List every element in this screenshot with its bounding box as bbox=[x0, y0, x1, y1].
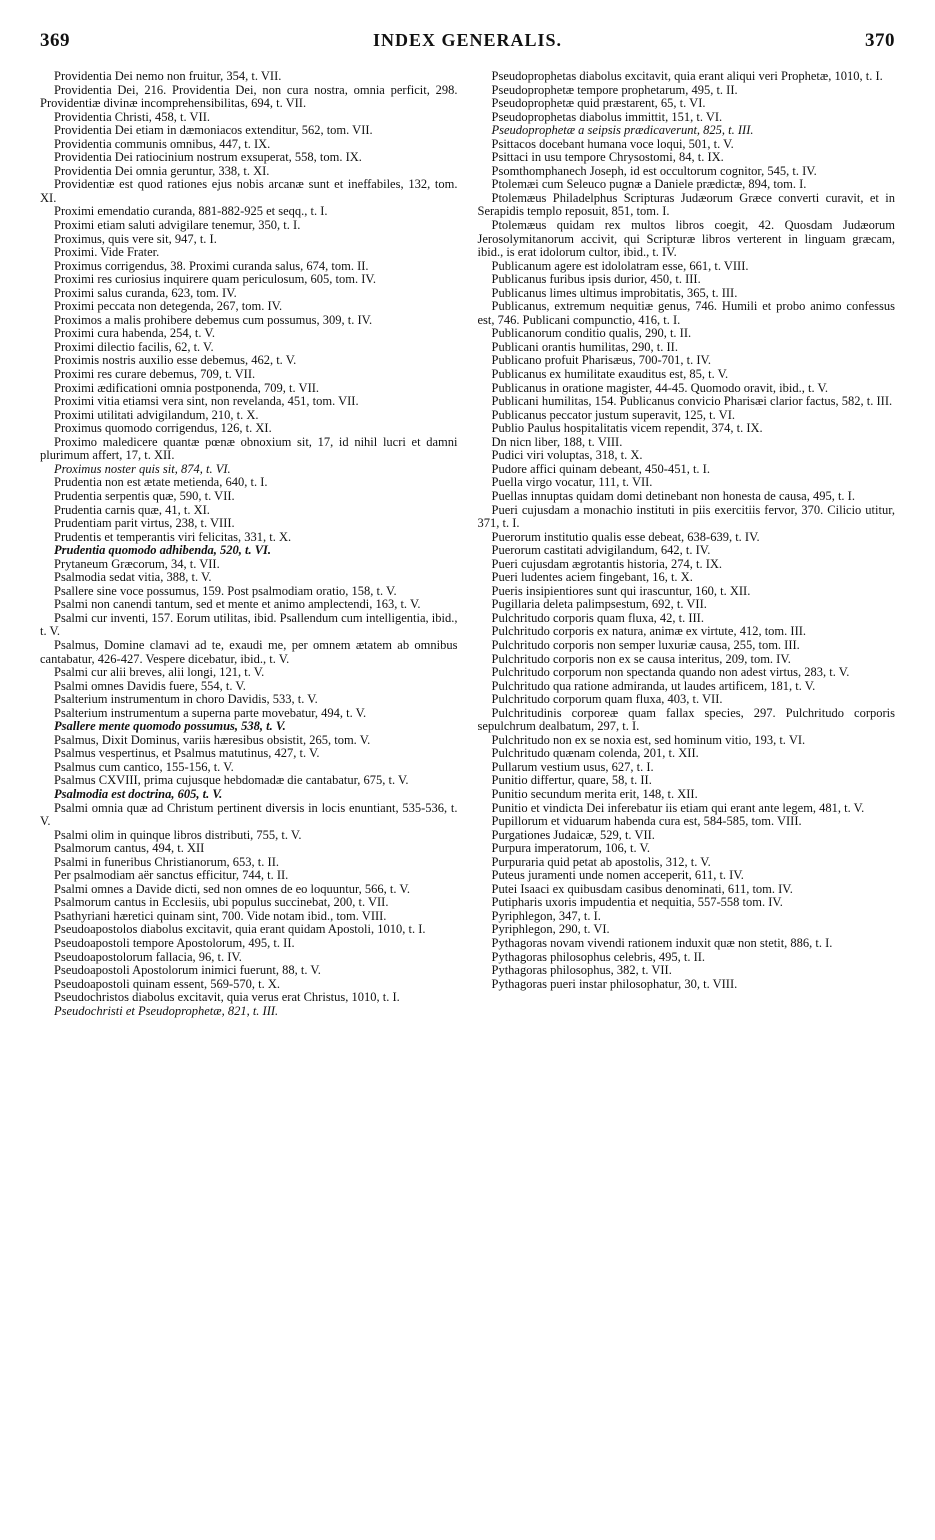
index-entry: Punitio secundum merita erit, 148, t. XII. bbox=[491, 786, 698, 801]
index-entry: Proximi etiam saluti advigilare tenemur, 350, t. I. bbox=[54, 218, 301, 233]
index-entry: Proximi dilectio facilis, 62, t. V. bbox=[54, 339, 214, 354]
index-entry: Providentia Dei, 216. Providentia Dei, non cura nostra, omnia perficit, 298. Providentiæ divinæ incomprehensibilitas, 694, t. VII. bbox=[40, 82, 458, 111]
index-entry: Psalmus, Domine clamavi ad te, exaudi me, per omnem ætatem ab omnibus cantabatur, 426-427. Vespere dicebatur, ibid., t. V. bbox=[40, 637, 458, 666]
index-entry: Providentia Dei nemo non fruitur, 354, t. VII. bbox=[54, 69, 282, 83]
index-entry: Psalterium instrumentum a superna parte movebatur, 494, t. V. bbox=[54, 705, 367, 720]
index-entry: Proximi res curare debemus, 709, t. VII. bbox=[54, 367, 256, 382]
index-entry: Purpuraria quid petat ab apostolis, 312, t. V. bbox=[491, 854, 711, 869]
index-entry: Pudici viri voluptas, 318, t. X. bbox=[491, 448, 643, 463]
index-entry: Psalmi non canendi tantum, sed et mente et animo amplectendi, 163, t. V. bbox=[54, 597, 421, 612]
index-entry: Providentia Dei etiam in dæmoniacos extenditur, 562, tom. VII. bbox=[54, 123, 373, 138]
index-entry: Puerorum castitati advigilandum, 642, t. IV. bbox=[491, 543, 711, 558]
index-entry: Pupillorum et viduarum habenda cura est, 584-585, tom. VIII. bbox=[491, 814, 802, 829]
index-entry: Dn nicn liber, 188, t. VIII. bbox=[491, 434, 623, 449]
index-entry: Prudentis et temperantis viri felicitas, 331, t. X. bbox=[54, 529, 292, 544]
index-entry: Ptolemæus quidam rex multos libros coegit, 42. Quosdam Judæorum Jerosolymitanorum accivit, qui Scripturæ libros verterent in linguam græcam, ibid., is erat idolorum cultor, ibid., t. IV. bbox=[477, 218, 895, 260]
index-entry: Prudentia non est ætate metienda, 640, t. I. bbox=[54, 475, 268, 490]
index-entry: Publicanus, extremum nequitiæ genus, 746. Humili et probo animo confessus est, 746. Publicani compunctio, 416, t. I. bbox=[477, 299, 895, 327]
page-number-left: 369 bbox=[40, 30, 70, 51]
index-entry: Proximus corrigendus, 38. Proximi curanda salus, 674, tom. II. bbox=[54, 258, 369, 273]
index-entry: Pulchritudo corporum non spectanda quando non adest virtus, 283, t. V. bbox=[491, 665, 850, 680]
index-entry: Purgationes Judaicæ, 529, t. VII. bbox=[491, 827, 655, 842]
index-entry: Pyriphlegon, 290, t. VI. bbox=[491, 922, 610, 937]
index-entry: Psalmi cur alii breves, alii longi, 121, t. V. bbox=[54, 665, 265, 680]
index-entry: Pudore affici quinam debeant, 450-451, t. I. bbox=[491, 461, 710, 476]
index-entry: Proximi ædificationi omnia postponenda, 709, t. VII. bbox=[54, 380, 320, 395]
index-entry: Pseudoapostolos diabolus excitavit, quia erant quidam Apostoli, 1010, t. I. bbox=[54, 922, 426, 937]
index-entry: Pugillaria deleta palimpsestum, 692, t. VII. bbox=[491, 597, 707, 612]
index-entry: Pulchritudo corporum quam fluxa, 403, t. VII. bbox=[491, 692, 723, 707]
index-entry: Pseudochristi et Pseudoprophetæ, 821, t. III. bbox=[54, 1003, 279, 1018]
index-entry: Purpura imperatorum, 106, t. V. bbox=[491, 841, 651, 856]
index-entry: Pseudoprophetæ a seipsis prædicaverunt, 825, t. III. bbox=[491, 123, 754, 138]
index-entry: Psalmus CXVIII, prima cujusque hebdomadæ die cantabatur, 675, t. V. bbox=[54, 773, 409, 788]
index-entry: Punitio et vindicta Dei inferebatur iis etiam qui erant ante legem, 481, t. V. bbox=[491, 800, 865, 815]
index-entry: Pythagoras pueri instar philosophatur, 30, t. VIII. bbox=[491, 976, 738, 991]
index-entry: Pulchritudo quænam colenda, 201, t. XII. bbox=[491, 746, 699, 761]
index-entry: Ptolemæi cum Seleuco pugnæ a Daniele prædictæ, 894, tom. I. bbox=[491, 177, 807, 192]
index-entry: Pseudoapostoli quinam essent, 569-570, t. X. bbox=[54, 976, 281, 991]
index-entry: Publicanum agere est idololatram esse, 661, t. VIII. bbox=[491, 258, 749, 273]
index-entry: Prudentia quomodo adhibenda, 520, t. VI. bbox=[54, 543, 272, 558]
index-entry: Proximi emendatio curanda, 881-882-925 et seqq., t. I. bbox=[54, 204, 328, 219]
index-entry: Pseudoprophetæ tempore prophetarum, 495, t. II. bbox=[491, 82, 738, 97]
page-number-right: 370 bbox=[864, 30, 895, 51]
index-entry: Publicanus furibus ipsis durior, 450, t. III. bbox=[491, 272, 701, 287]
index-entry: Pulchritudo qua ratione admiranda, ut laudes artificem, 181, t. V. bbox=[491, 678, 816, 693]
index-entry: Psalmus cum cantico, 155-156, t. V. bbox=[54, 759, 234, 774]
index-entry: Psallere sine voce possumus, 159. Post psalmodiam oratio, 158, t. V. bbox=[54, 583, 397, 598]
index-entry: Putei Isaaci ex quibusdam casibus denominati, 611, tom. IV. bbox=[491, 881, 793, 896]
index-entry: Pulchritudo corporis quam fluxa, 42, t. III. bbox=[491, 610, 704, 625]
index-entry: Psalmi in funeribus Christianorum, 653, t. II. bbox=[54, 854, 279, 869]
index-entry: Proximos a malis prohibere debemus cum possumus, 309, t. IV. bbox=[54, 312, 373, 327]
index-entry: Psalmi cur inventi, 157. Eorum utilitas, ibid. Psallendum cum intelligentia, ibid., t. V. bbox=[40, 610, 458, 639]
index-entry: Publicanorum conditio qualis, 290, t. II. bbox=[491, 326, 692, 341]
index-entry: Pulchritudo corporis non ex se causa interitus, 209, tom. IV. bbox=[491, 651, 791, 666]
index-entry: Psalmodia est doctrina, 605, t. V. bbox=[54, 786, 223, 801]
index-entry: Pueris insipientiores sunt qui irascuntur, 160, t. XII. bbox=[491, 583, 751, 598]
index-entry: Providentia communis omnibus, 447, t. IX. bbox=[54, 136, 271, 151]
index-entry: Prudentia carnis quæ, 41, t. XI. bbox=[54, 502, 210, 517]
index-entry: Pythagoras philosophus celebris, 495, t. II. bbox=[491, 949, 706, 964]
running-header bbox=[40, 30, 895, 56]
index-entry: Publicani humilitas, 154. Publicanus convicio Pharisæi clarior factus, 582, t. III. bbox=[491, 394, 893, 409]
index-entry: Proximi. Vide Frater. bbox=[54, 245, 160, 260]
index-entry: Psalmi omnes a Davide dicti, sed non omnes de eo loquuntur, 566, t. V. bbox=[54, 881, 410, 896]
index-entry: Psalterium instrumentum in choro Davidis, 533, t. V. bbox=[54, 692, 318, 707]
index-entry: Pulchritudo non ex se noxia est, sed hominum vitio, 193, t. VI. bbox=[491, 732, 806, 747]
index-entry: Proximo maledicere quantæ pœnæ obnoxium sit, 17, id nihil lucri et damni plurimum affert, 17, t. XII. bbox=[40, 434, 458, 463]
index-entry: Publicani orantis humilitas, 290, t. II. bbox=[491, 339, 678, 354]
index-entry: Pseudoapostoli tempore Apostolorum, 495, t. II. bbox=[54, 936, 295, 950]
index-entry: Psalmodia sedat vitia, 388, t. V. bbox=[54, 570, 212, 585]
index-entry: Psittaci in usu tempore Chrysostomi, 84, t. IX. bbox=[491, 150, 724, 165]
index-entry: Puerorum institutio qualis esse debeat, 638-639, t. IV. bbox=[491, 529, 760, 544]
index-entry: Puteus juramenti unde nomen acceperit, 611, t. IV. bbox=[491, 868, 744, 883]
index-entry: Prytaneum Græcorum, 34, t. VII. bbox=[54, 556, 220, 571]
index-entry: Psalmi omnes Davidis fuere, 554, t. V. bbox=[54, 678, 246, 693]
index-entry: Psalmus, Dixit Dominus, variis hæresibus obsistit, 265, tom. V. bbox=[54, 732, 371, 747]
index-entry: Proximi res curiosius inquirere quam periculosum, 605, tom. IV. bbox=[54, 272, 376, 287]
index-entry: Psalmorum cantus in Ecclesiis, ubi populus succinebat, 200, t. VII. bbox=[54, 895, 389, 910]
index-entry: Psathyriani hæretici quinam sint, 700. Vide notam ibid., tom. VIII. bbox=[54, 908, 387, 923]
index-entry: Putipharis uxoris impudentia et nequitia, 557-558 tom. IV. bbox=[491, 895, 783, 910]
right-column bbox=[478, 70, 896, 1018]
index-entry: Psalmus vespertinus, et Psalmus matutinus, 427, t. V. bbox=[54, 746, 320, 761]
index-entry: Pulchritudo corporis non semper luxuriæ causa, 255, tom. III. bbox=[491, 637, 800, 652]
index-entry: Pueri ludentes aciem fingebant, 16, t. X. bbox=[491, 570, 693, 585]
index-columns bbox=[40, 70, 895, 1018]
index-entry: Publicano profuit Pharisæus, 700-701, t. IV. bbox=[491, 353, 712, 368]
index-entry: Proximus, quis vere sit, 947, t. I. bbox=[54, 231, 217, 246]
index-entry: Pythagoras novam vivendi rationem induxit quæ non stetit, 886, t. I. bbox=[491, 936, 833, 950]
index-entry: Pueri cujusdam a monachio instituti in piis exercitiis fervor, 370. Cilicio utitur, 371, t. I. bbox=[477, 502, 895, 531]
page-title: INDEX GENERALIS. bbox=[372, 30, 563, 50]
index-entry: Pueri cujusdam ægrotantis historia, 274, t. IX. bbox=[491, 556, 723, 571]
index-entry: Pseudochristos diabolus excitavit, quia verus erat Christus, 1010, t. I. bbox=[54, 990, 400, 1005]
index-entry: Psalmi omnia quæ ad Christum pertinent diversis in locis enuntiant, 535-536, t. V. bbox=[40, 800, 458, 829]
index-entry: Pyriphlegon, 347, t. I. bbox=[491, 908, 601, 923]
left-column bbox=[40, 70, 458, 1018]
index-entry: Psalmi olim in quinque libros distributi, 755, t. V. bbox=[54, 827, 302, 842]
index-entry: Ptolemæus Philadelphus Scripturas Judæorum Græce converti curavit, et in Serapidis templo reposuit, 851, tom. I. bbox=[477, 190, 895, 219]
index-entry: Proximus quomodo corrigendus, 126, t. XI. bbox=[54, 421, 272, 436]
index-entry: Proximi peccata non detegenda, 267, tom. IV. bbox=[54, 299, 283, 314]
index-entry: Publio Paulus hospitalitatis vicem rependit, 374, t. IX. bbox=[491, 421, 763, 436]
index-entry: Publicanus ex humilitate exauditus est, 85, t. V. bbox=[491, 367, 729, 382]
index-entry: Publicanus in oratione magister, 44-45. Quomodo oravit, ibid., t. V. bbox=[491, 380, 829, 395]
index-entry: Psittacos docebant humana voce loqui, 501, t. V. bbox=[491, 136, 734, 151]
index-entry: Prudentia serpentis quæ, 590, t. VII. bbox=[54, 488, 235, 503]
index-entry: Pseudoprophetas diabolus excitavit, quia erant aliqui veri Prophetæ, 1010, t. I. bbox=[491, 69, 883, 83]
index-entry: Per psalmodiam aër sanctus efficitur, 744, t. II. bbox=[54, 868, 289, 883]
index-entry: Publicanus limes ultimus improbitatis, 365, t. III. bbox=[491, 285, 738, 300]
index-entry: Puellas innuptas quidam domi detinebant non honesta de causa, 495, t. I. bbox=[491, 488, 855, 503]
index-entry: Puella virgo vocatur, 111, t. VII. bbox=[491, 475, 653, 490]
index-entry: Providentiæ est quod rationes ejus nobis arcanæ sunt et ineffabiles, 132, tom. XI. bbox=[40, 177, 458, 205]
index-entry: Pseudoprophetas diabolus immittit, 151, t. VI. bbox=[491, 109, 723, 124]
index-entry: Prudentiam parit virtus, 238, t. VIII. bbox=[54, 516, 235, 531]
index-entry: Psomthomphanech Joseph, id est occultorum cognitor, 545, t. IV. bbox=[491, 163, 817, 178]
index-entry: Providentia Dei omnia geruntur, 338, t. XI. bbox=[54, 163, 270, 178]
index-entry: Publicanus peccator justum superavit, 125, t. VI. bbox=[491, 407, 735, 422]
index-entry: Punitio differtur, quare, 58, t. II. bbox=[491, 773, 652, 788]
index-entry: Providentia Dei ratiocinium nostrum exsuperat, 558, tom. IX. bbox=[54, 150, 362, 165]
index-entry: Proximi salus curanda, 623, tom. IV. bbox=[54, 285, 237, 300]
index-entry: Pseudoprophetæ quid præstarent, 65, t. VI. bbox=[491, 96, 706, 111]
index-entry: Psalmorum cantus, 494, t. XII bbox=[54, 841, 205, 856]
index-entry: Pulchritudinis corporeæ quam fallax species, 297. Pulchritudo corporis sepulchrum dealbatum, 297, t. I. bbox=[477, 705, 895, 734]
index-entry: Providentia Christi, 458, t. VII. bbox=[54, 109, 211, 124]
index-entry: Proximi vitia etiamsi vera sint, non revelanda, 451, tom. VII. bbox=[54, 394, 359, 409]
index-entry: Proximi utilitati advigilandum, 210, t. X. bbox=[54, 407, 259, 422]
index-entry: Pythagoras philosophus, 382, t. VII. bbox=[491, 963, 672, 978]
index-entry: Proximi cura habenda, 254, t. V. bbox=[54, 326, 215, 341]
index-entry: Pulchritudo corporis ex natura, animæ ex virtute, 412, tom. III. bbox=[491, 624, 807, 639]
index-entry: Pseudoapostolorum fallacia, 96, t. IV. bbox=[54, 949, 242, 964]
index-entry: Psallere mente quomodo possumus, 538, t. V. bbox=[54, 719, 286, 734]
index-entry: Pullarum vestium usus, 627, t. I. bbox=[491, 759, 654, 774]
index-entry: Proximus noster quis sit, 874, t. VI. bbox=[54, 461, 231, 476]
index-entry: Proximis nostris auxilio esse debemus, 462, t. V. bbox=[54, 353, 297, 368]
index-entry: Pseudoapostoli Apostolorum inimici fuerunt, 88, t. V. bbox=[54, 963, 321, 978]
